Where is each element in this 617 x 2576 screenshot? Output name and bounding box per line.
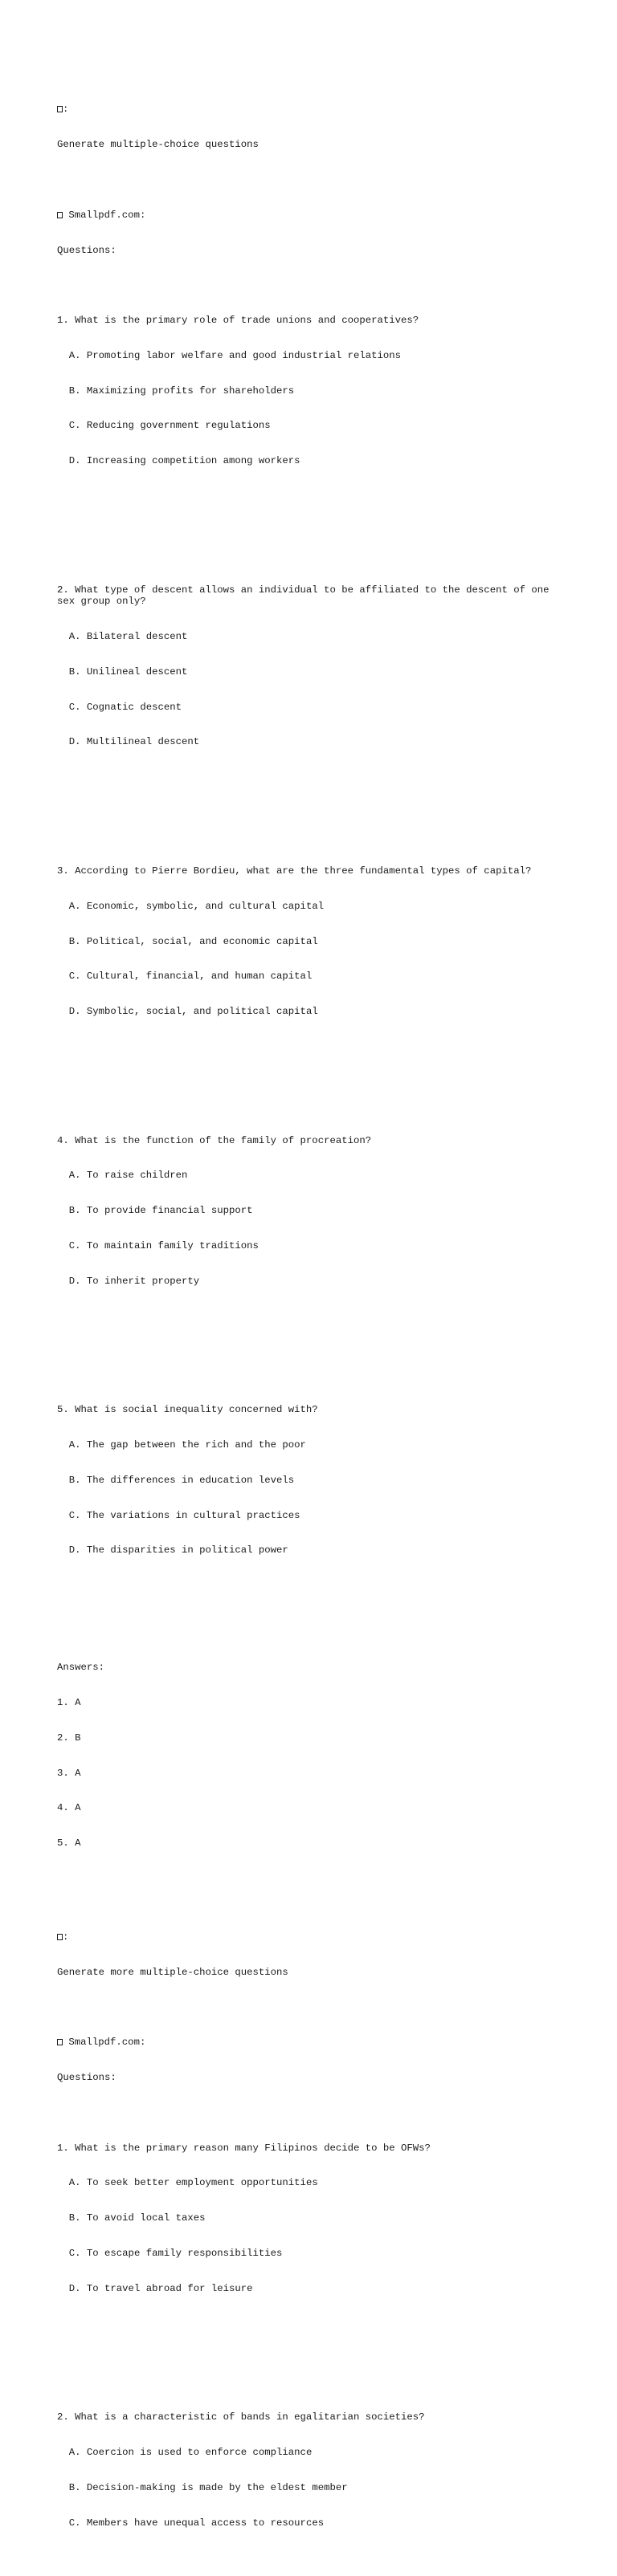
option: D. The disparities in political power — [68, 1544, 288, 1557]
question-block — [57, 2119, 571, 2318]
option: D. Increasing competition among workers — [68, 455, 300, 467]
option: C. To maintain family traditions — [68, 1239, 259, 1251]
option: C. Reducing government regulations — [68, 420, 271, 432]
question-block — [57, 561, 571, 772]
question-text: 4. What is the function of the family of procreation? — [57, 1134, 372, 1146]
answers-heading: Answers: — [57, 1662, 105, 1674]
option: A. Promoting labor welfare and good industrial relations — [68, 349, 402, 361]
option: B. Political, social, and economic capital — [68, 935, 318, 947]
question-text: 2. What type of descent allows an individual to be affiliated to the descent of one sex group only? — [57, 584, 555, 608]
answer-item: 4. A — [57, 1802, 81, 1814]
assistant-icon — [57, 212, 63, 218]
question-block — [57, 842, 571, 1041]
option: B. Decision-making is made by the eldest member — [68, 2481, 348, 2493]
option: D. To travel abroad for leisure — [68, 2282, 253, 2294]
question-block — [57, 1381, 571, 1580]
user-icon — [57, 1934, 63, 1940]
option: B. To provide financial support — [68, 1205, 253, 1217]
question-block — [57, 2388, 571, 2552]
option: A. To raise children — [68, 1170, 188, 1182]
option: A. The gap between the rich and the poor — [68, 1439, 306, 1451]
question-text: 3. According to Pierre Bordieu, what are the three fundamental types of capital? — [57, 865, 532, 877]
option: B. To avoid local taxes — [68, 2212, 206, 2224]
questions-heading: Questions: — [57, 244, 116, 256]
option: A. Economic, symbolic, and cultural capital — [68, 900, 325, 912]
question-text: 2. What is a characteristic of bands in egalitarian societies? — [57, 2411, 425, 2423]
answer-item: 1. A — [57, 1697, 81, 1709]
option: B. Unilineal descent — [68, 665, 188, 678]
answer-item: 2. B — [57, 1732, 81, 1744]
user-icon — [57, 106, 63, 112]
option: C. The variations in cultural practices — [68, 1509, 300, 1521]
option: C. Members have unequal access to resources — [68, 2517, 325, 2529]
question-block — [57, 291, 571, 490]
questions-heading: Questions: — [57, 2072, 116, 2084]
option: D. Multilineal descent — [68, 736, 200, 748]
option: D. Symbolic, social, and political capital — [68, 1006, 318, 1018]
user-label-line — [57, 104, 571, 116]
assistant-label: Smallpdf.com: — [68, 2037, 146, 2049]
assistant-label-line — [57, 210, 571, 222]
option: B. Maximizing profits for shareholders — [68, 385, 295, 397]
option: C. Cognatic descent — [68, 701, 182, 713]
assistant-icon — [57, 2039, 63, 2045]
option: C. Cultural, financial, and human capital — [68, 971, 313, 983]
option: C. To escape family responsibilities — [68, 2248, 283, 2260]
option: D. To inherit property — [68, 1275, 200, 1287]
question-text: 1. What is the primary role of trade unions and cooperatives? — [57, 315, 419, 327]
user-label: : — [63, 104, 69, 116]
option: A. Bilateral descent — [68, 631, 188, 643]
assistant-label-line — [57, 2037, 571, 2049]
answer-item: 3. A — [57, 1767, 81, 1779]
question-text: 1. What is the primary reason many Filipinos decide to be OFWs? — [57, 2142, 431, 2154]
answer-item: 5. A — [57, 1837, 81, 1850]
option: B. The differences in education levels — [68, 1474, 295, 1486]
question-text: 5. What is social inequality concerned with? — [57, 1404, 318, 1416]
user-prompt: Generate more multiple-choice questions — [57, 1966, 288, 1978]
user-label-line — [57, 1931, 571, 1943]
option: A. To seek better employment opportunities — [68, 2177, 318, 2189]
user-label: : — [63, 1931, 69, 1943]
question-block — [57, 1111, 571, 1310]
option: A. Coercion is used to enforce compliance — [68, 2447, 313, 2459]
user-prompt: Generate multiple-choice questions — [57, 139, 259, 151]
assistant-label: Smallpdf.com: — [68, 209, 146, 221]
document-body — [57, 57, 571, 2576]
